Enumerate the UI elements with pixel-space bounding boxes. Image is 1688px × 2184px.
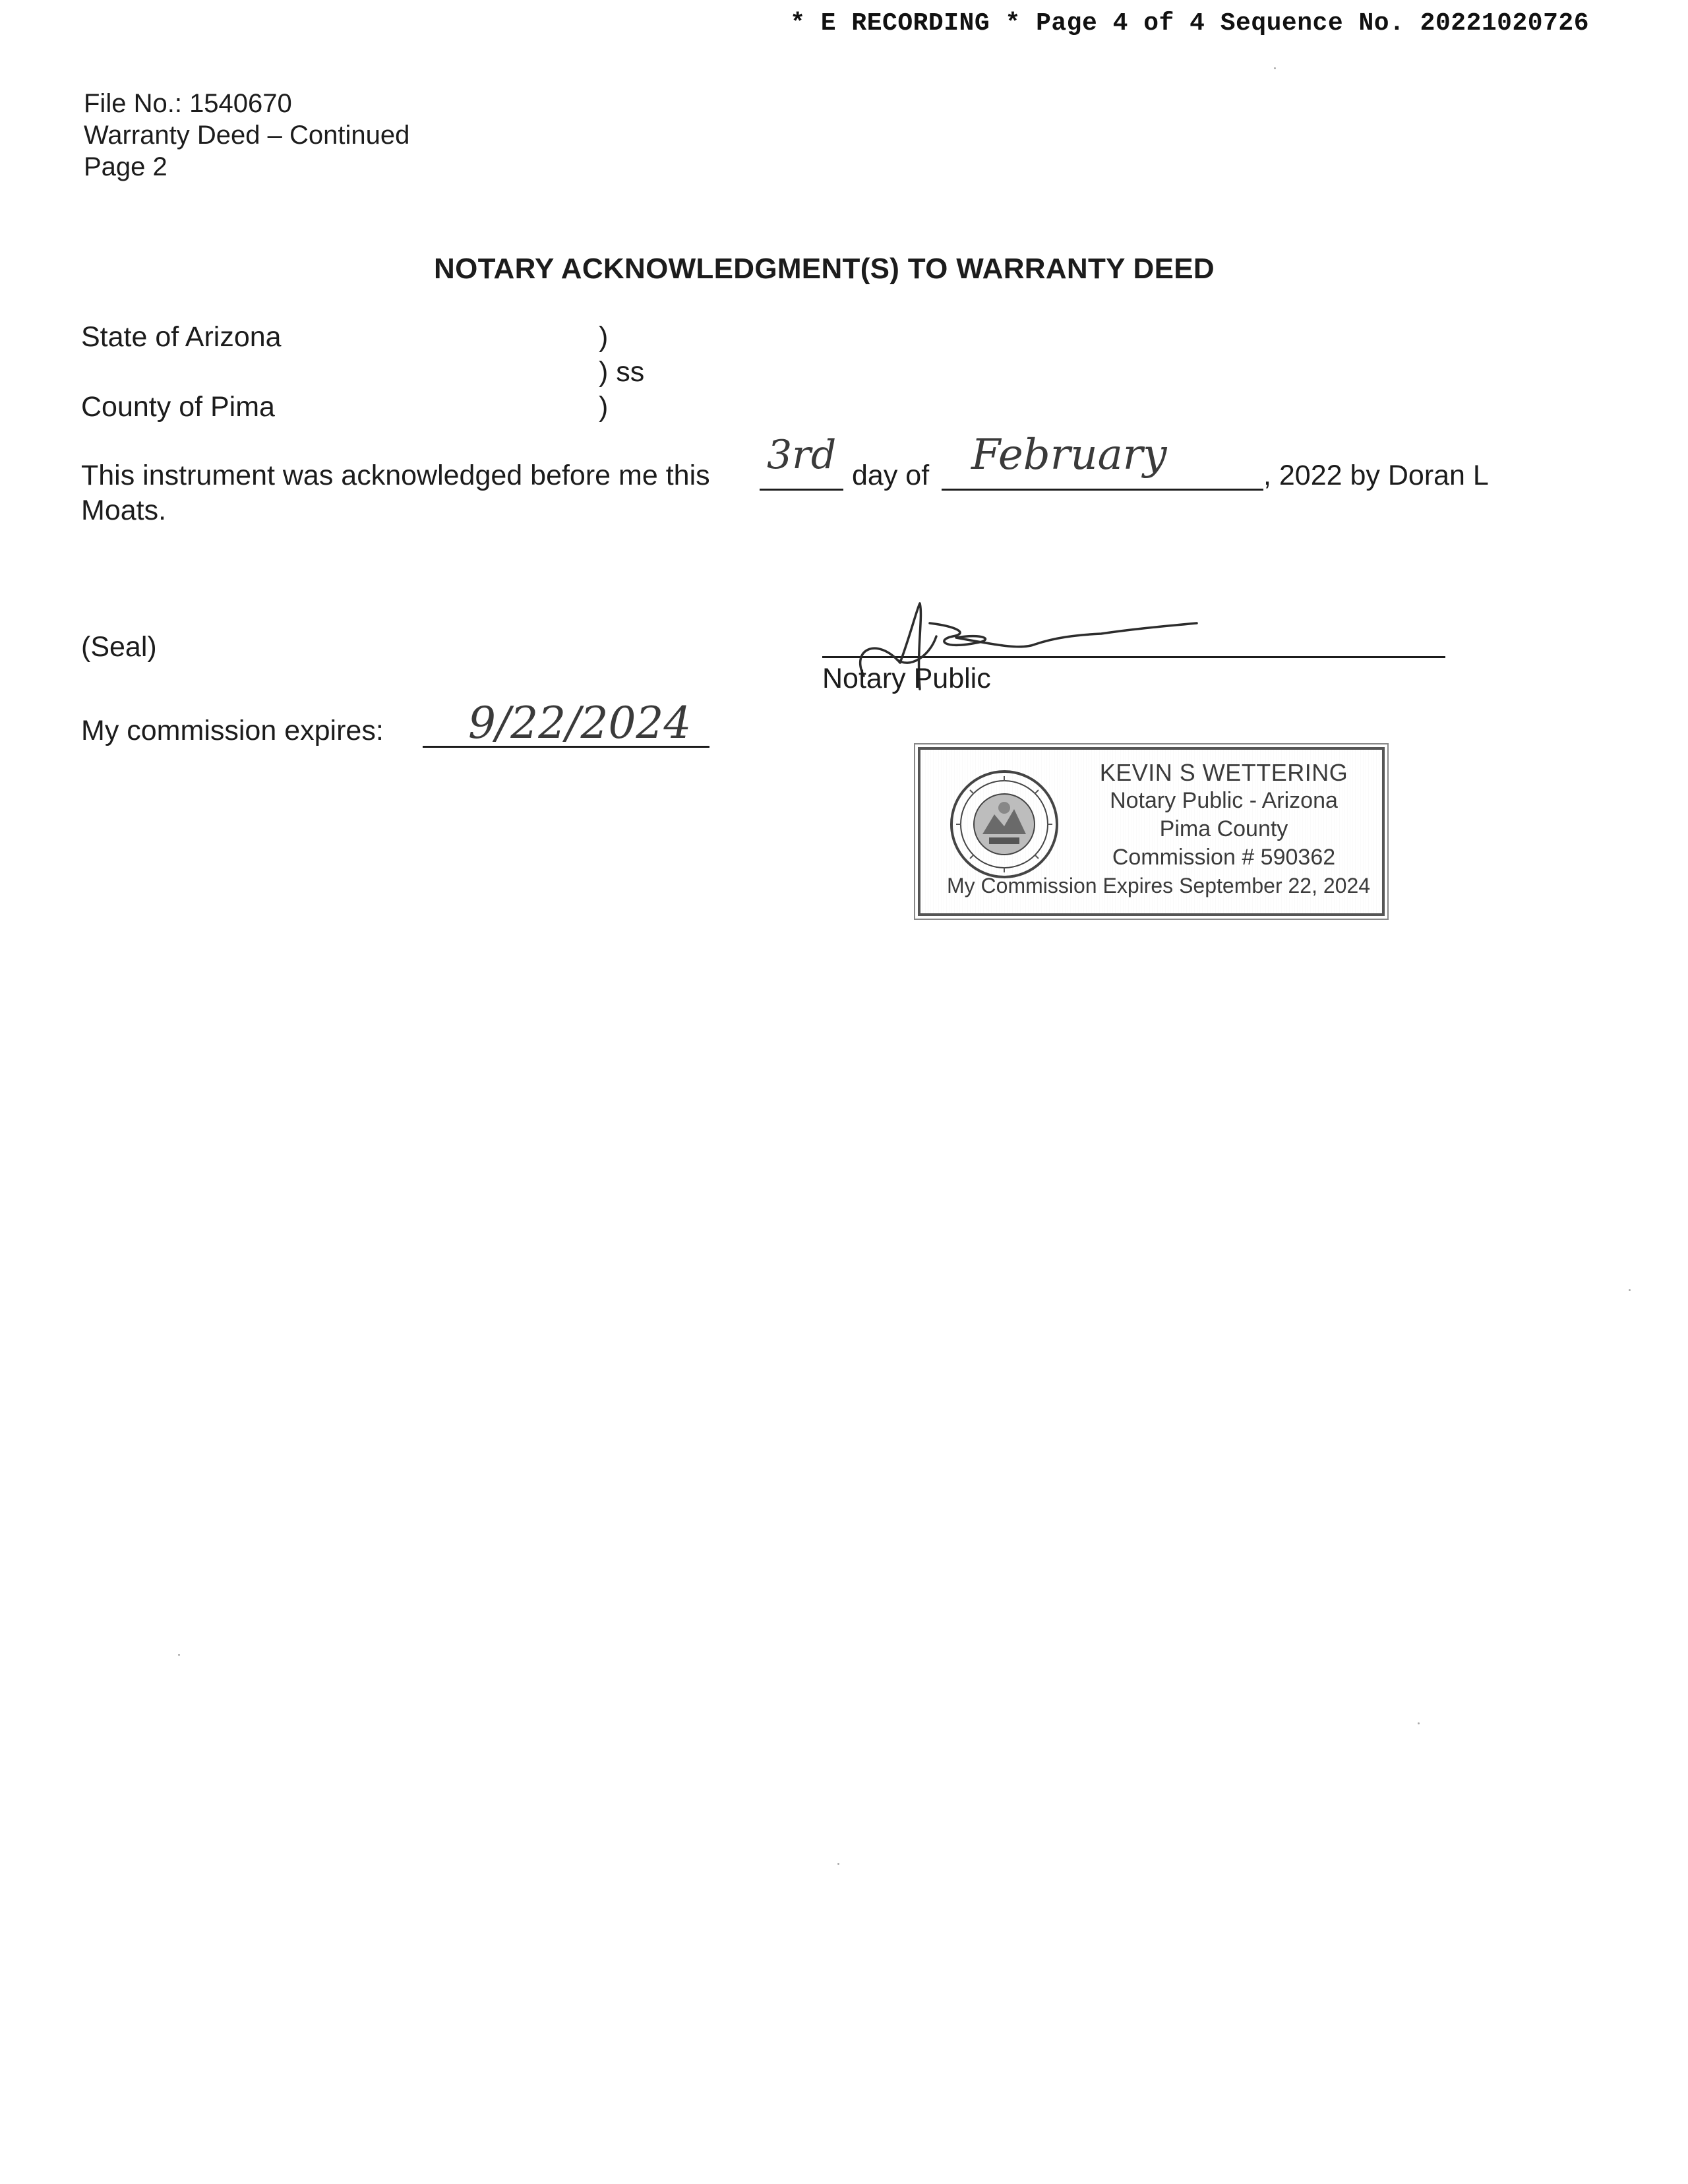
stamp-notary-title: Notary Public - Arizona [1110,788,1338,813]
recording-header: * E RECORDING * Page 4 of 4 Sequence No. 20221020726 [790,9,1589,38]
acknowledgment-text-end: , 2022 by Doran L [1263,460,1489,491]
venue-paren-bottom: ) [599,391,609,423]
month-blank [942,489,1263,491]
file-info-block [84,88,409,183]
stamp-notary-name: KEVIN S WETTERING [1099,759,1348,786]
file-number: 1540670 [189,89,292,118]
document-title: NOTARY ACKNOWLEDGMENT(S) TO WARRANTY DEED [434,253,1215,285]
day-blank [760,489,843,491]
document-name: Warranty Deed – Continued [84,121,410,150]
page-number: Page 2 [84,152,167,181]
seal-label: (Seal) [81,631,157,663]
file-number-label: File No.: [84,89,182,118]
acknowledgment-text-start: This instrument was acknowledged before me this [81,460,710,491]
day-handwritten: 3rd [767,432,837,478]
stamp-commission-number: Commission # 590362 [1112,845,1336,870]
commission-expires-label: My commission expires: [81,715,384,746]
venue-paren-ss: ) ss [599,356,645,388]
scan-speck [1629,1289,1631,1291]
acknowledgment-day-of: day of [852,460,930,491]
notary-stamp [918,747,1385,916]
stamp-commission-expires: My Commission Expires September 22, 2024 [947,874,1371,897]
stamp-county: Pima County [1159,816,1288,841]
scan-speck [1418,1722,1420,1724]
scan-speck [1274,67,1276,69]
acknowledgment-text-line2: Moats. [81,495,167,526]
notary-public-label: Notary Public [822,663,991,694]
month-handwritten: February [971,431,1167,479]
arizona-seal-icon [948,768,1060,880]
commission-expires-handwritten: 9/22/2024 [468,698,692,748]
scan-speck [178,1654,180,1656]
venue-state: State of Arizona [81,321,282,353]
venue-county: County of Pima [81,391,275,423]
venue-paren-top: ) [599,321,609,353]
scan-speck [837,1863,839,1865]
file-number-line [84,88,409,119]
